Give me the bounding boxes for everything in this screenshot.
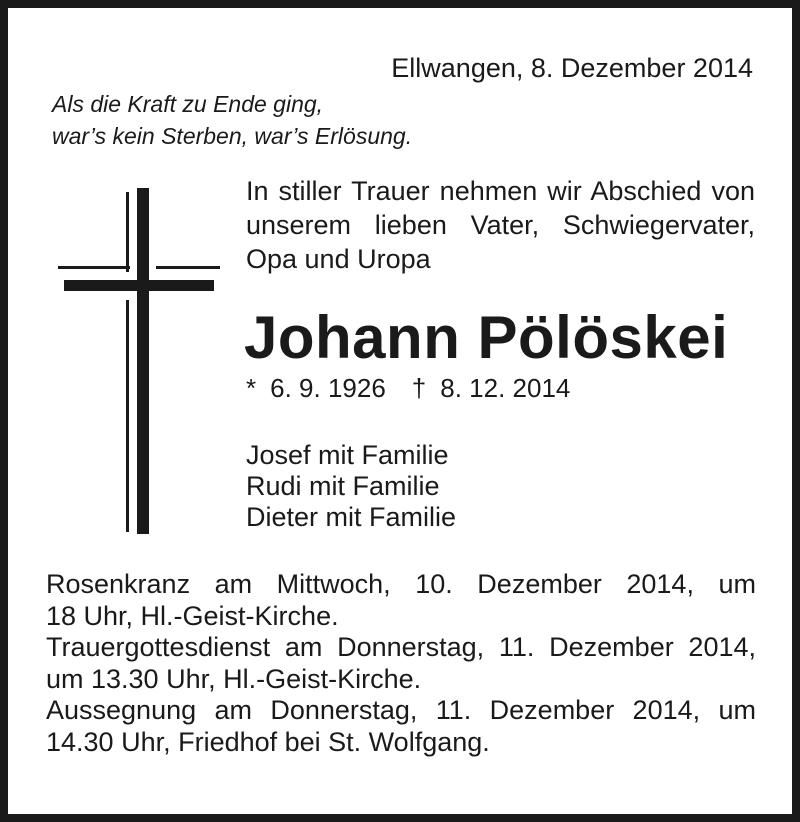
survivor-line: Rudi mit Familie: [246, 471, 440, 501]
service-line: Rosenkranz am Mittwoch, 10. Dezember 2014, um: [46, 569, 756, 599]
survivor-line: Dieter mit Familie: [246, 502, 457, 532]
survivors-list: [246, 440, 456, 533]
intro-line: In stiller Trauer nehmen wir Abschied von: [246, 176, 755, 206]
cross-vertical-bar: [137, 188, 149, 534]
cross-thin-line: [58, 266, 130, 269]
birth-date: 6. 9. 1926: [270, 373, 386, 403]
life-dates: [246, 372, 570, 404]
place-date: Ellwangen, 8. Dezember 2014: [391, 53, 753, 83]
intro-line: Opa und Uropa: [246, 244, 431, 274]
cross-thin-line: [126, 192, 129, 272]
service-line: 14.30 Uhr, Friedhof bei St. Wolfgang.: [46, 726, 490, 757]
quote: [52, 88, 412, 152]
cross-icon: [56, 188, 222, 534]
service-line: 18 Uhr, Hl.-Geist-Kirche.: [46, 600, 339, 631]
cross-thin-line: [156, 266, 220, 269]
quote-line: war’s kein Sterben, war’s Erlösung.: [52, 123, 413, 149]
survivor-line: Josef mit Familie: [246, 440, 449, 470]
deceased-name: Johann Pölöskei: [244, 304, 729, 371]
intro-text: [246, 174, 755, 276]
birth-symbol: *: [246, 373, 257, 403]
intro-line: unserem lieben Vater, Schwiegervater,: [246, 210, 755, 240]
death-date: 8. 12. 2014: [440, 373, 571, 403]
death-symbol: †: [411, 373, 427, 403]
cross-thin-line: [126, 300, 129, 532]
cross-horizontal-bar: [64, 280, 214, 291]
service-line: Aussegnung am Donnerstag, 11. Dezember 2014, um: [46, 695, 756, 725]
service-line: Trauergottesdienst am Donnerstag, 11. Dezember 2014,: [46, 632, 756, 662]
quote-line: Als die Kraft zu Ende ging,: [52, 91, 324, 117]
service-line: um 13.30 Uhr, Hl.-Geist-Kirche.: [46, 663, 422, 694]
service-details: [46, 569, 756, 758]
